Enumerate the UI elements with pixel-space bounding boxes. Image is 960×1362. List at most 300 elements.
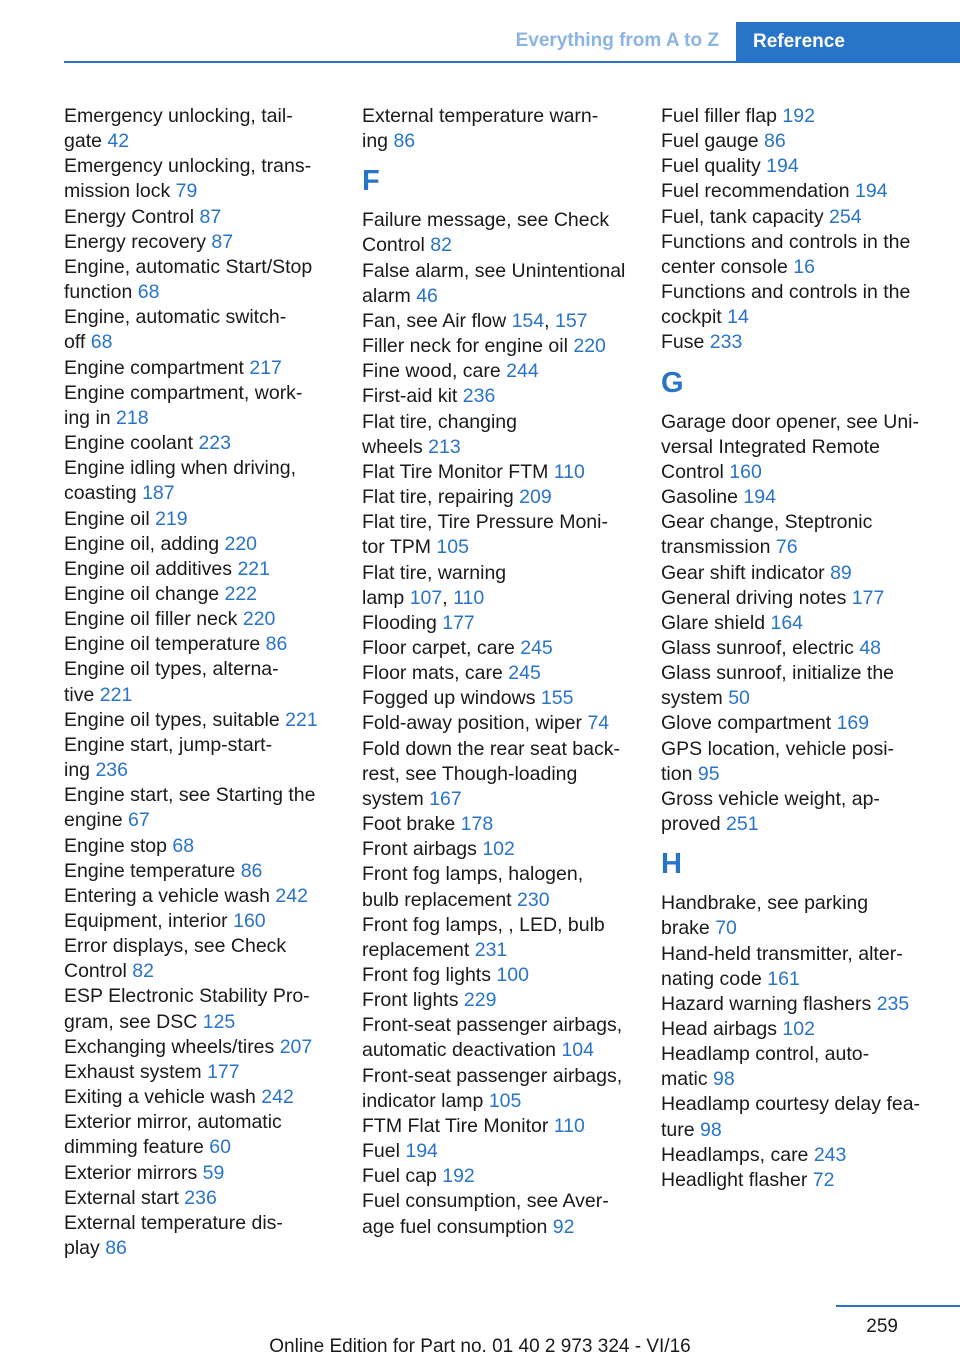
index-entry: [661, 435, 931, 460]
index-entry: [362, 988, 632, 1013]
index-entry: [64, 607, 334, 632]
index-term: External start: [64, 1186, 185, 1209]
index-term: Engine oil types, suitable: [64, 708, 286, 731]
page-link[interactable]: 14: [727, 306, 749, 329]
page-link[interactable]: 220: [242, 608, 276, 631]
page-link[interactable]: 154: [511, 309, 545, 332]
index-term: Engine oil types, alterna-: [64, 658, 279, 681]
page-link[interactable]: 192: [782, 105, 815, 127]
index-term: Engine idling when driving,: [64, 457, 296, 480]
index-entry: [64, 1110, 334, 1135]
page-link[interactable]: 68: [172, 834, 195, 857]
index-entry: [64, 758, 334, 783]
index-entry: [64, 708, 334, 733]
index-entry: [64, 330, 334, 355]
index-entry: [64, 456, 334, 481]
index-term: Engine start, jump-start-: [64, 733, 273, 756]
page-link[interactable]: 230: [517, 888, 550, 911]
index-term: Flat Tire Monitor FTM: [362, 460, 554, 483]
index-entry: [64, 356, 334, 381]
index-term: Hand-held transmitter, alter-: [661, 942, 903, 965]
index-entry: [362, 888, 632, 913]
page-link[interactable]: 157: [554, 309, 588, 332]
page-link[interactable]: 194: [743, 486, 776, 509]
index-entry: [661, 737, 931, 762]
page-link[interactable]: 243: [813, 1143, 847, 1166]
index-term: ing in: [64, 406, 117, 429]
index-term: Engine, automatic switch-: [64, 306, 287, 329]
index-term: rest, see Though-loading: [362, 762, 578, 785]
index-entry: [362, 208, 632, 233]
index-entry: [362, 129, 632, 154]
page-link[interactable]: 177: [207, 1060, 240, 1083]
page-link[interactable]: 125: [202, 1010, 236, 1033]
section-title: Everything from A to Z: [515, 30, 719, 51]
index-entry: [661, 460, 931, 485]
index-entry: [64, 683, 334, 708]
page-link[interactable]: 72: [812, 1168, 835, 1191]
page-link[interactable]: 42: [107, 130, 130, 153]
index-term: Fold-away position, wiper: [362, 712, 588, 735]
page-link[interactable]: 86: [265, 633, 288, 656]
index-term: brake: [661, 917, 716, 940]
index-term: automatic deactivation: [362, 1039, 562, 1062]
index-term: Handbrake, see parking: [661, 892, 869, 915]
index-entry: [661, 1168, 931, 1193]
page-link[interactable]: 213: [428, 435, 461, 458]
index-term: Control: [362, 234, 431, 257]
index-term: Exterior mirrors: [64, 1161, 203, 1184]
page-link[interactable]: 242: [275, 884, 308, 907]
index-term: Front fog lamps, , LED, bulb: [362, 913, 605, 936]
index-term: Engine oil change: [64, 582, 225, 605]
index-term: indicator lamp: [362, 1089, 489, 1112]
index-term: Fuel cap: [362, 1165, 443, 1188]
page-link[interactable]: 194: [405, 1140, 438, 1163]
index-entry: [362, 963, 632, 988]
page-link[interactable]: 221: [285, 708, 318, 731]
page-link[interactable]: 231: [474, 938, 508, 961]
index-entry: [64, 305, 334, 330]
index-term: tion: [661, 762, 698, 785]
page-link[interactable]: 254: [829, 205, 862, 228]
index-entry: [661, 1118, 931, 1143]
page-link[interactable]: 59: [202, 1161, 225, 1184]
page-link[interactable]: 155: [540, 687, 574, 710]
page-link[interactable]: 245: [520, 636, 553, 659]
index-term: proved: [661, 813, 727, 836]
page-link[interactable]: 105: [436, 536, 469, 559]
index-entry: [661, 891, 931, 916]
index-term: Flat tire, warning: [362, 561, 507, 584]
index-column-1: [64, 104, 334, 1261]
index-entry: [362, 1064, 632, 1089]
page-link[interactable]: 194: [766, 155, 799, 178]
page-link[interactable]: 105: [488, 1089, 522, 1112]
page-link[interactable]: 16: [793, 255, 815, 278]
index-term: Flat tire, changing: [362, 410, 518, 433]
index-entry: [661, 255, 931, 280]
section-letter: G: [661, 366, 684, 399]
page-link[interactable]: 164: [770, 611, 804, 634]
page-link[interactable]: 221: [237, 557, 270, 580]
index-term: ing: [362, 130, 394, 153]
index-entry: [64, 104, 334, 129]
page-link[interactable]: 220: [224, 532, 258, 555]
index-term: dimming feature: [64, 1136, 210, 1159]
page-link[interactable]: 107: [409, 586, 443, 609]
page-link[interactable]: 160: [233, 910, 266, 932]
page-link[interactable]: 79: [175, 180, 198, 203]
index-column-2: [362, 104, 632, 1240]
index-entry: [661, 1067, 931, 1092]
page-link[interactable]: 86: [393, 130, 416, 153]
index-term: Fuel: [362, 1140, 406, 1163]
index-entry: [661, 762, 931, 787]
section-letter: F: [362, 165, 380, 198]
index-entry: [362, 787, 632, 812]
page-link[interactable]: 187: [142, 482, 175, 505]
index-term: Fogged up windows: [362, 687, 541, 710]
index-term: Gasoline: [661, 486, 744, 509]
index-term: Fuel quality: [661, 155, 767, 178]
page-link[interactable]: 220: [573, 335, 606, 358]
index-entry: [362, 737, 632, 762]
index-term: lamp: [362, 586, 410, 609]
index-term: Floor carpet, care: [362, 636, 521, 659]
index-entry: [362, 837, 632, 862]
index-term: ing: [64, 759, 96, 782]
index-entry: [661, 586, 931, 611]
page-link[interactable]: 87: [199, 205, 222, 228]
page-link[interactable]: 68: [137, 281, 160, 304]
index-entry: [661, 611, 931, 636]
page-link[interactable]: 102: [482, 838, 515, 861]
index-term: play: [64, 1237, 106, 1260]
page-link[interactable]: 100: [496, 964, 529, 986]
page-link[interactable]: 110: [553, 1114, 585, 1137]
index-entry: [362, 1164, 632, 1189]
page-link[interactable]: 67: [127, 809, 150, 832]
page-link[interactable]: 236: [95, 759, 128, 782]
page-link[interactable]: 244: [506, 360, 539, 383]
page-link[interactable]: 236: [462, 385, 496, 408]
page-link[interactable]: 177: [442, 611, 475, 634]
index-term: Engine start, see Starting the: [64, 784, 316, 807]
index-term: Energy recovery: [64, 230, 212, 253]
index-term: Flat tire, Tire Pressure Moni-: [362, 511, 608, 534]
index-term: nating code: [661, 967, 768, 990]
index-entry: [661, 535, 931, 560]
index-term: Headlamps, care: [661, 1143, 814, 1166]
page-link[interactable]: 217: [249, 356, 282, 379]
index-term: Failure message, see Check: [362, 209, 610, 232]
index-term: Fine wood, care: [362, 360, 507, 383]
index-entry: [64, 959, 334, 984]
index-term: alarm: [362, 284, 417, 307]
reference-tab-label: Reference: [753, 31, 845, 52]
index-term: Fuel filler flap: [661, 105, 783, 127]
index-entry: [362, 384, 632, 409]
page-link[interactable]: 222: [224, 582, 258, 605]
page-link[interactable]: 169: [836, 712, 870, 735]
index-term: Glass sunroof, electric: [661, 636, 860, 659]
index-term: Engine coolant: [64, 432, 199, 455]
index-term: Engine oil additives: [64, 557, 238, 580]
page-link[interactable]: 167: [429, 787, 462, 810]
page-link[interactable]: 82: [132, 960, 154, 983]
index-entry: [64, 909, 334, 934]
index-entry: [661, 1017, 931, 1042]
index-term: Gross vehicle weight, ap-: [661, 787, 880, 810]
index-entry: [64, 1035, 334, 1060]
page-link[interactable]: 192: [442, 1165, 475, 1188]
index-term: Floor mats, care: [362, 662, 509, 685]
index-entry: [362, 334, 632, 359]
index-entry: [362, 309, 632, 334]
header-rule: [64, 61, 960, 63]
index-term: Glare shield: [661, 611, 771, 634]
index-term: Headlamp courtesy delay fea-: [661, 1093, 921, 1116]
index-entry: [64, 1236, 334, 1261]
index-entry: [64, 632, 334, 657]
reference-tab[interactable]: [736, 22, 960, 61]
page-link[interactable]: 209: [519, 486, 552, 509]
index-term: Front fog lights: [362, 964, 497, 986]
index-term: gate: [64, 130, 108, 153]
index-term: off: [64, 331, 91, 354]
page-link[interactable]: 245: [508, 662, 541, 685]
index-entry: [661, 561, 931, 586]
page-link[interactable]: 160: [729, 460, 762, 483]
index-entry: [362, 611, 632, 636]
index-entry: [64, 834, 334, 859]
index-entry: [362, 1215, 632, 1240]
page-link[interactable]: 46: [416, 284, 438, 307]
index-term: mission lock: [64, 180, 176, 203]
page-link[interactable]: 87: [211, 230, 234, 253]
page-link[interactable]: 86: [764, 130, 786, 153]
index-term: Gear shift indicator: [661, 561, 831, 584]
index-term: Equipment, interior: [64, 910, 234, 932]
index-entry: [362, 460, 632, 485]
index-term: Fuel, tank capacity: [661, 205, 829, 228]
index-entry: [64, 154, 334, 179]
index-entry: [362, 586, 632, 611]
index-term: Head airbags: [661, 1018, 783, 1040]
index-entry: [362, 259, 632, 284]
index-term: First-aid kit: [362, 385, 463, 408]
index-entry: [64, 783, 334, 808]
index-term: Front-seat passenger airbags,: [362, 1064, 623, 1087]
page-link[interactable]: 251: [726, 813, 759, 836]
index-entry: [661, 812, 931, 837]
index-entry: [64, 1085, 334, 1110]
index-term: Engine oil: [64, 507, 156, 530]
index-term: Engine temperature: [64, 859, 241, 882]
index-entry: [64, 859, 334, 884]
index-entry: [362, 1013, 632, 1038]
index-entry: [64, 884, 334, 909]
index-term: function: [64, 281, 138, 304]
page-link[interactable]: 86: [105, 1237, 127, 1260]
index-entry: [362, 1189, 632, 1214]
page-link[interactable]: 219: [155, 507, 188, 530]
index-entry: [64, 205, 334, 230]
index-entry: [64, 984, 334, 1009]
index-term: Error displays, see Check: [64, 935, 287, 958]
page-link[interactable]: 89: [830, 561, 852, 584]
index-entry: [362, 284, 632, 309]
page-link[interactable]: 92: [552, 1215, 575, 1238]
index-term: GPS location, vehicle posi-: [661, 737, 895, 760]
index-entry: [661, 967, 931, 992]
footer-rule: [836, 1305, 960, 1307]
page-link[interactable]: 48: [859, 636, 882, 659]
index-entry: [362, 812, 632, 837]
index-entry: [64, 1211, 334, 1236]
index-column-3: [661, 104, 931, 1193]
page-link[interactable]: 110: [453, 586, 485, 609]
index-entry: [362, 913, 632, 938]
index-entry: [362, 535, 632, 560]
index-term: Engine oil temperature: [64, 633, 266, 656]
index-term: system: [661, 687, 729, 710]
index-entry: [362, 1114, 632, 1139]
index-term: Engine stop: [64, 834, 173, 857]
index-term: General driving notes: [661, 586, 852, 609]
index-term: Glass sunroof, initialize the: [661, 662, 895, 685]
page-link[interactable]: 221: [99, 683, 133, 706]
index-term: engine: [64, 809, 128, 832]
index-term: Fuel recommendation: [661, 180, 856, 203]
page-link[interactable]: 178: [460, 813, 494, 836]
index-entry: [362, 435, 632, 460]
page-link[interactable]: 233: [709, 331, 743, 354]
page-link[interactable]: 98: [713, 1068, 735, 1091]
index-term: FTM Flat Tire Monitor: [362, 1114, 554, 1137]
index-term: Fold down the rear seat back-: [362, 737, 620, 760]
index-entry: [362, 104, 632, 129]
index-entry: [661, 179, 931, 204]
index-entry: [64, 808, 334, 833]
page-link[interactable]: 223: [198, 432, 231, 455]
page-link[interactable]: 236: [184, 1186, 217, 1209]
page-link[interactable]: 110: [553, 460, 585, 483]
page-link[interactable]: 70: [715, 917, 737, 940]
index-term: Exiting a vehicle wash: [64, 1086, 262, 1109]
page-link[interactable]: 86: [240, 859, 263, 882]
index-entry: [661, 1042, 931, 1067]
index-entry: [661, 787, 931, 812]
index-term: Engine, automatic Start/Stop: [64, 255, 313, 278]
index-entry: [661, 205, 931, 230]
index-entry: [661, 230, 931, 255]
index-entry: [362, 410, 632, 435]
index-entry: [64, 532, 334, 557]
page-separator: ,: [442, 586, 454, 609]
index-entry: [661, 305, 931, 330]
page-link[interactable]: 161: [767, 967, 800, 990]
index-entry: [64, 507, 334, 532]
index-entry: [64, 129, 334, 154]
page-separator: ,: [544, 309, 555, 332]
index-entry: [661, 942, 931, 967]
index-entry: [64, 406, 334, 431]
page-link[interactable]: 207: [279, 1035, 313, 1058]
index-term: Garage door opener, see Uni-: [661, 410, 919, 433]
page-link[interactable]: 229: [463, 989, 497, 1012]
page-link[interactable]: 50: [728, 687, 750, 710]
index-term: tor TPM: [362, 536, 437, 559]
index-entry: [661, 916, 931, 941]
page-link[interactable]: 218: [116, 406, 149, 429]
index-term: Hazard warning flashers: [661, 992, 877, 1015]
index-entry: [362, 1139, 632, 1164]
index-term: Filler neck for engine oil: [362, 335, 574, 358]
index-term: External temperature dis-: [64, 1211, 283, 1234]
page-link[interactable]: 95: [697, 762, 720, 785]
index-term: Exterior mirror, automatic: [64, 1111, 282, 1134]
index-entry: [661, 410, 931, 435]
page-link[interactable]: 60: [209, 1136, 231, 1159]
page-link[interactable]: 82: [430, 234, 452, 257]
index-term: age fuel consumption: [362, 1215, 553, 1238]
edition-footer: Online Edition for Part no. 01 40 2 973 324 - VI/16: [269, 1336, 691, 1357]
page-link[interactable]: 74: [587, 712, 610, 735]
index-entry: [362, 1038, 632, 1063]
page-link[interactable]: 98: [700, 1118, 722, 1141]
index-term: Engine compartment, work-: [64, 381, 303, 404]
index-term: center console: [661, 255, 794, 278]
index-term: Front airbags: [362, 838, 483, 861]
index-entry: [661, 510, 931, 535]
page-link[interactable]: 104: [561, 1039, 594, 1062]
index-entry: [362, 485, 632, 510]
index-entry: [661, 485, 931, 510]
index-term: Energy Control: [64, 205, 200, 228]
index-entry: [661, 330, 931, 355]
index-entry: [362, 938, 632, 963]
index-term: Emergency unlocking, trans-: [64, 155, 312, 178]
index-term: Headlamp control, auto-: [661, 1043, 870, 1066]
page-link[interactable]: 242: [261, 1086, 294, 1109]
section-letter: H: [661, 848, 682, 881]
index-entry: [362, 510, 632, 535]
index-term: Functions and controls in the: [661, 281, 911, 304]
index-entry: [64, 657, 334, 682]
index-term: versal Integrated Remote: [661, 435, 880, 458]
page-link[interactable]: 76: [775, 536, 798, 559]
index-term: Front lights: [362, 989, 464, 1012]
index-entry: [64, 557, 334, 582]
page-link[interactable]: 177: [851, 586, 885, 609]
index-term: Glove compartment: [661, 712, 837, 735]
index-entry: [64, 1010, 334, 1035]
index-entry: [64, 1186, 334, 1211]
index-entry: [661, 661, 931, 686]
page-link[interactable]: 68: [90, 331, 113, 354]
page-link[interactable]: 194: [855, 180, 888, 203]
index-term: replacement: [362, 938, 475, 961]
page-link[interactable]: 102: [782, 1018, 815, 1040]
page-link[interactable]: 235: [876, 992, 910, 1015]
index-entry: [64, 582, 334, 607]
index-entry: [661, 154, 931, 179]
index-term: matic: [661, 1068, 714, 1091]
index-entry: [362, 233, 632, 258]
index-term: Engine oil, adding: [64, 532, 225, 555]
